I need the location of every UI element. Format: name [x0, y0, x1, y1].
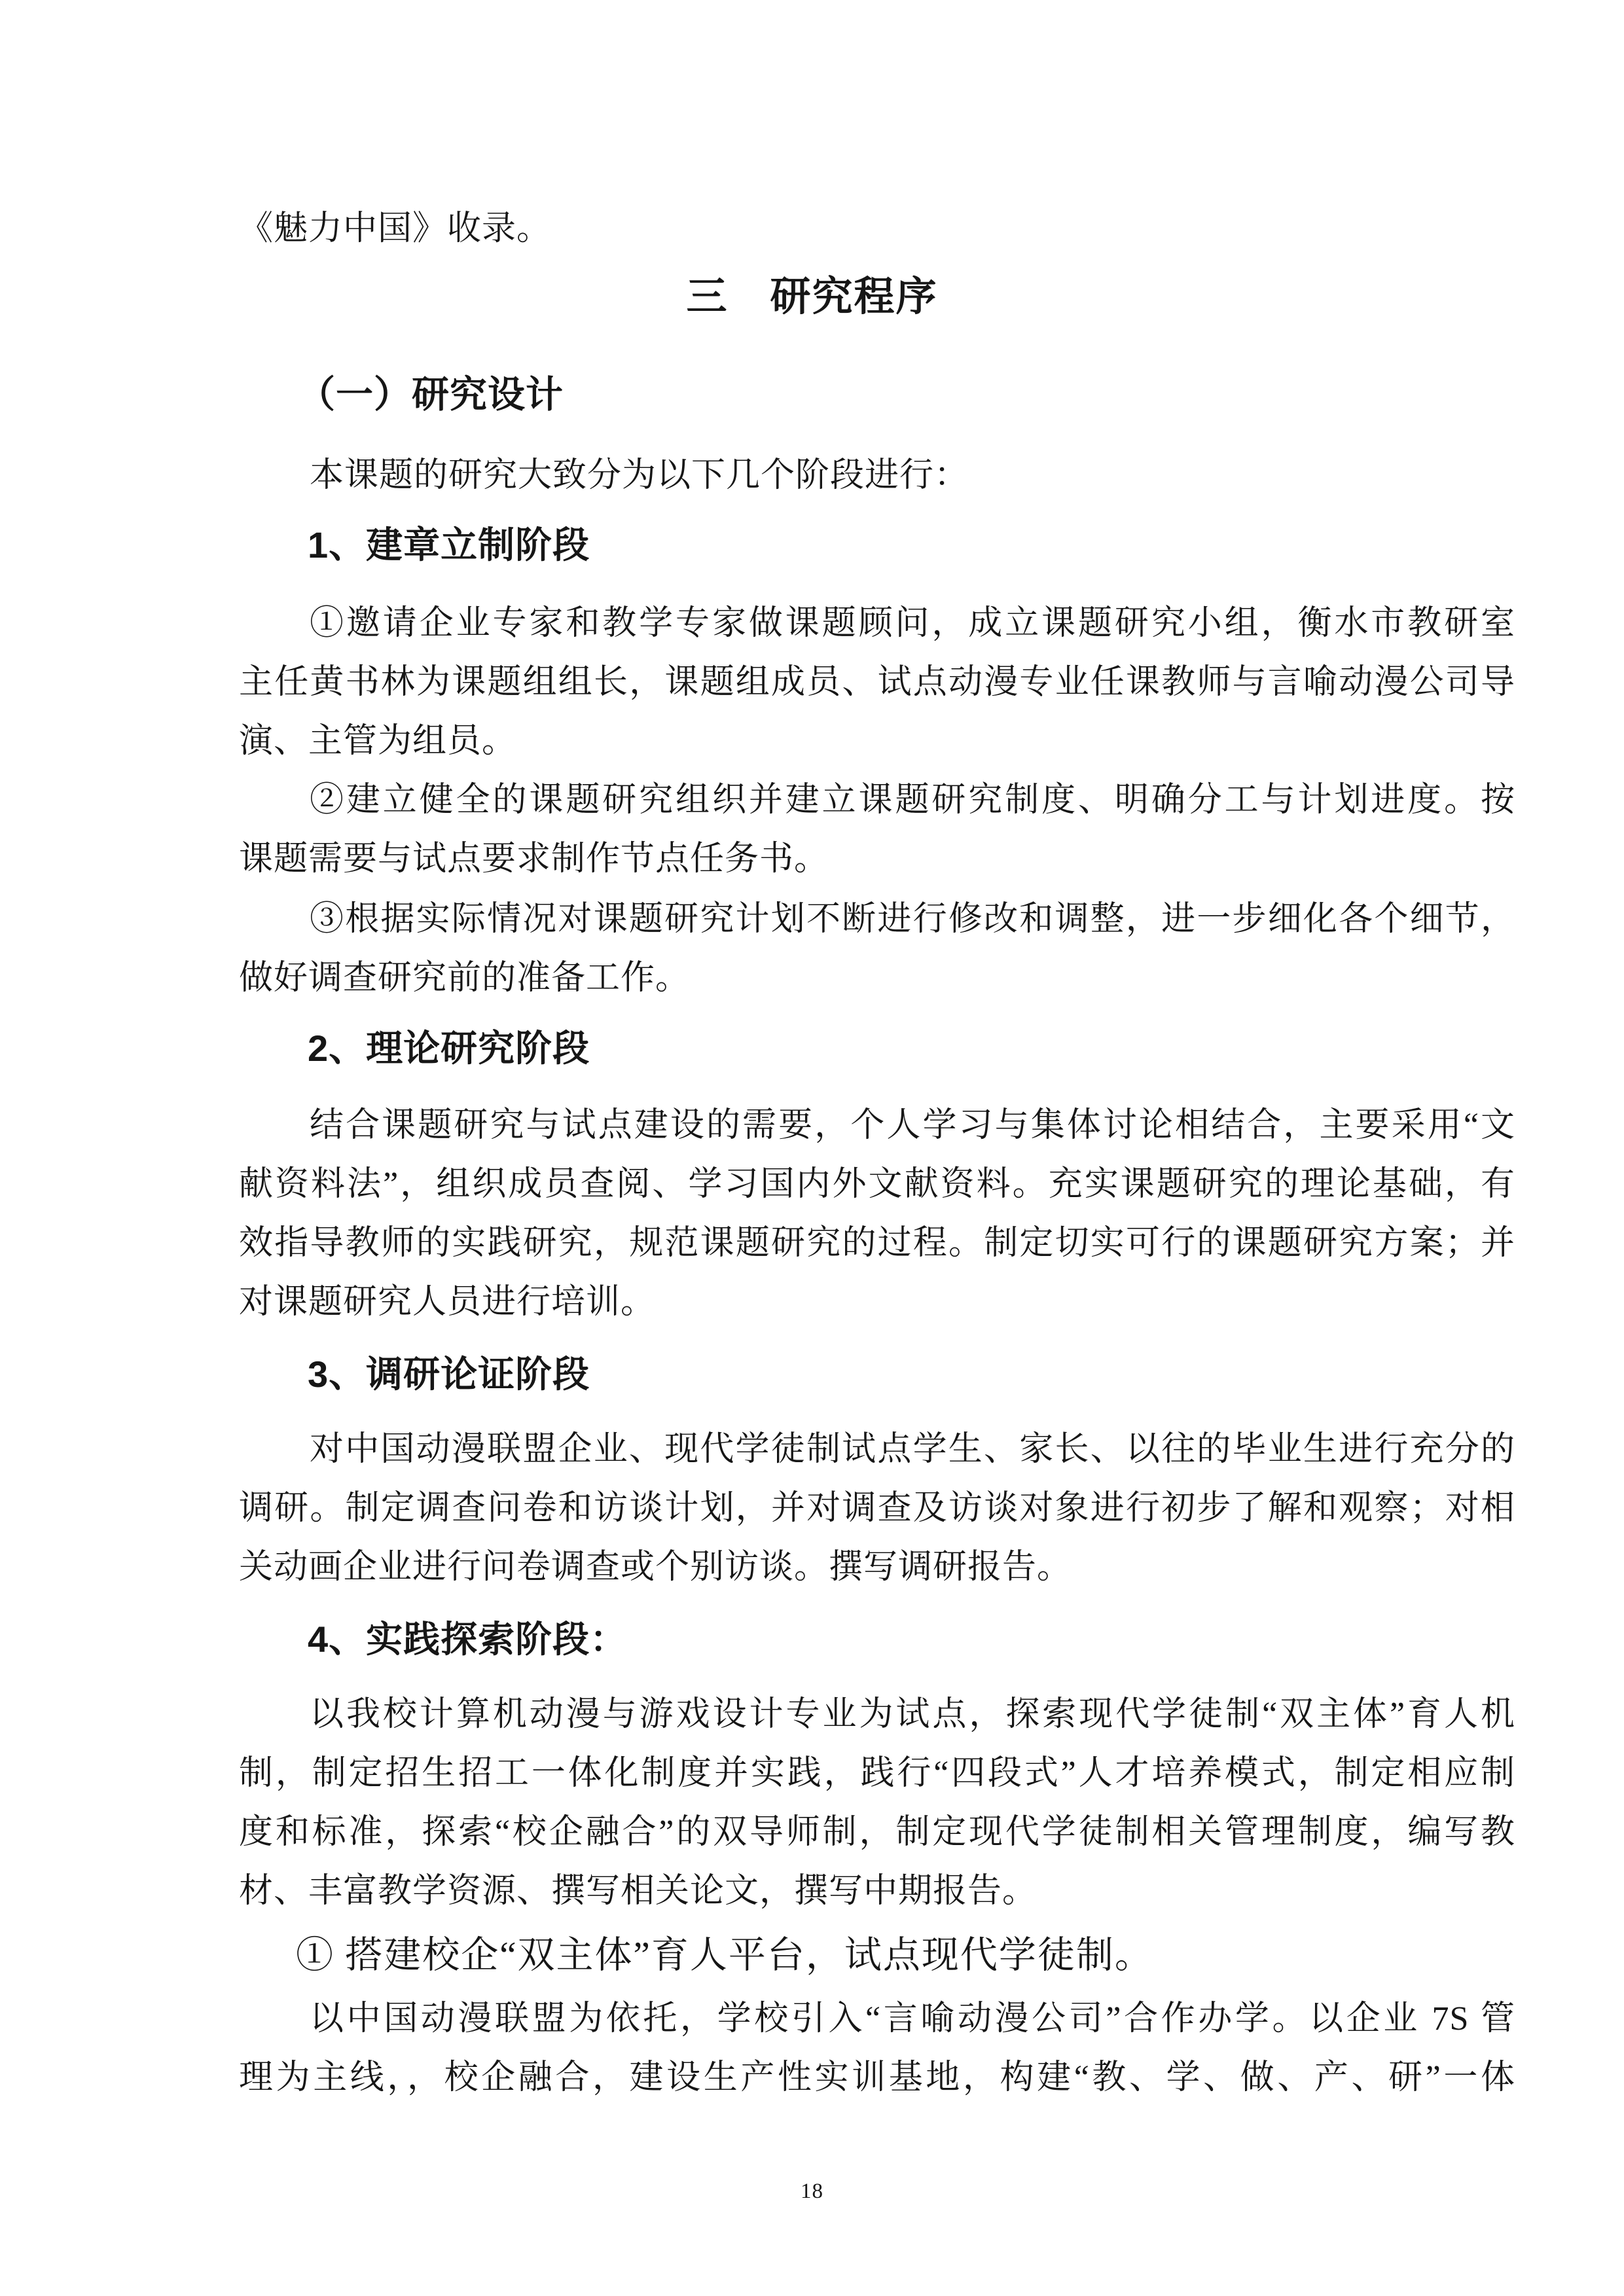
stage1-line: ①邀请企业专家和教学专家做课题顾问，成立课题研究小组，衡水市教研室 — [310, 605, 1515, 642]
stage4-sub-heading: ① 搭建校企“双主体”育人平台，试点现代学徒制。 — [296, 1935, 1153, 1976]
stage1-heading: 1、建章立制阶段 — [308, 524, 590, 565]
lead-line: 本课题的研究大致分为以下几个阶段进行： — [310, 457, 969, 494]
stage4-sub-line: 理为主线，，校企融合，建设生产性实训基地，构建“教、学、做、产、研”一体 — [239, 2059, 1515, 2096]
chapter-heading: 三 研究程序 — [686, 274, 938, 319]
stage2-line: 对课题研究人员进行培训。 — [239, 1283, 656, 1321]
stage4-line: 制，制定招生招工一体化制度并实践，践行“四段式”人才培养模式，制定相应制 — [239, 1755, 1515, 1792]
stage1-line: ②建立健全的课题研究组织并建立课题研究制度、明确分工与计划进度。按 — [310, 781, 1515, 819]
note-line: 《魅力中国》收录。 — [239, 210, 552, 247]
stage1-line: 主任黄书林为课题组组长，课题组成员、试点动漫专业任课教师与言喻动漫公司导 — [239, 664, 1515, 701]
stage4-line: 材、丰富教学资源、撰写相关论文，撰写中期报告。 — [239, 1873, 1038, 1910]
stage1-line: ③根据实际情况对课题研究计划不断进行修改和调整，进一步细化各个细节， — [310, 901, 1515, 938]
stage2-line: 结合课题研究与试点建设的需要，个人学习与集体讨论相结合，主要采用“文 — [310, 1107, 1515, 1144]
stage1-line: 课题需要与试点要求制作节点任务书。 — [239, 840, 829, 878]
stage4-line: 以我校计算机动漫与游戏设计专业为试点，探索现代学徒制“双主体”育人机 — [310, 1696, 1515, 1733]
stage1-line: 做好调查研究前的准备工作。 — [239, 960, 691, 997]
section-heading: （一）研究设计 — [298, 374, 564, 416]
stage4-sub-line: 以中国动漫联盟为依托，学校引入“言喻动漫公司”合作办学。以企业 7S 管 — [310, 2000, 1515, 2037]
stage2-line: 效指导教师的实践研究，规范课题研究的过程。制定切实可行的课题研究方案；并 — [239, 1225, 1515, 1262]
stage3-line: 调研。制定调查问卷和访谈计划，并对调查及访谈对象进行初步了解和观察；对相 — [239, 1490, 1515, 1527]
stage3-heading: 3、调研论证阶段 — [308, 1354, 590, 1395]
page-number: 18 — [801, 2179, 823, 2203]
stage1-line: 演、主管为组员。 — [239, 723, 517, 760]
stage3-line: 关动画企业进行问卷调查或个别访谈。撰写调研报告。 — [239, 1549, 1072, 1586]
stage2-line: 献资料法”，组织成员查阅、学习国内外文献资料。充实课题研究的理论基础，有 — [239, 1166, 1515, 1203]
stage4-line: 度和标准，探索“校企融合”的双导师制，制定现代学徒制相关管理制度，编写教 — [239, 1814, 1515, 1851]
stage2-heading: 2、理论研究阶段 — [308, 1028, 590, 1069]
stage4-heading: 4、实践探索阶段： — [308, 1619, 628, 1660]
stage3-line: 对中国动漫联盟企业、现代学徒制试点学生、家长、以往的毕业生进行充分的 — [310, 1431, 1515, 1468]
